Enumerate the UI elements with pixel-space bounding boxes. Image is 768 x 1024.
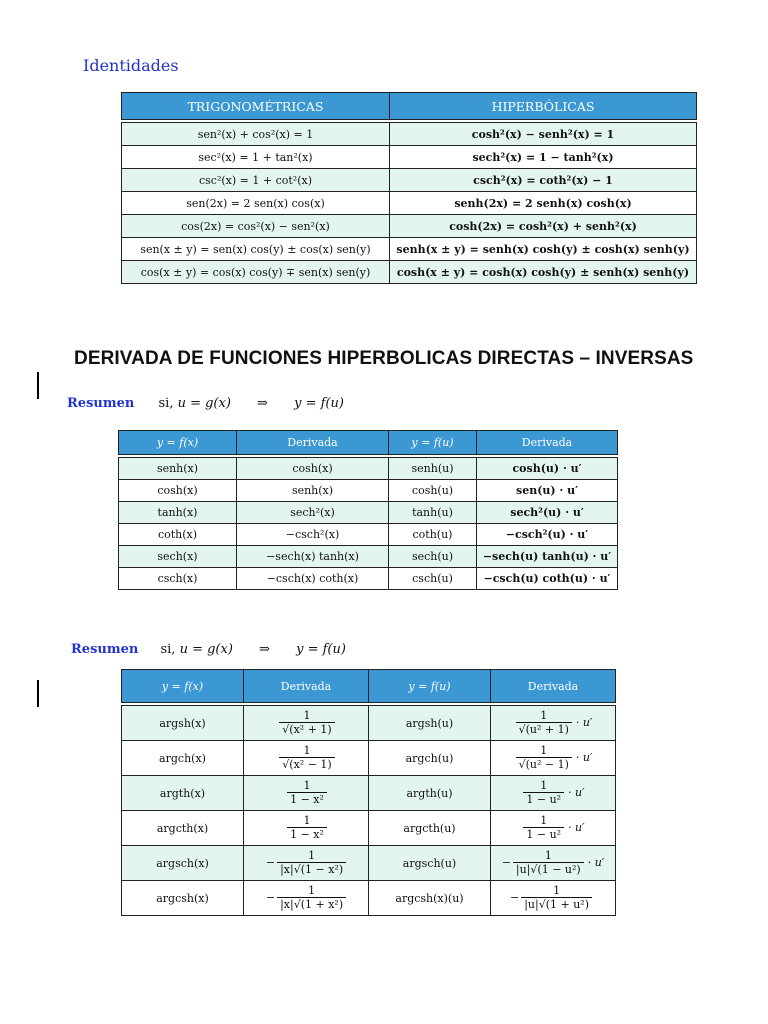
fraction-numerator: 1 (303, 779, 311, 792)
chain-factor: · u′ (568, 786, 585, 799)
direct-derivatives-table (118, 430, 618, 590)
derivative-x-cell: cosh(x) (237, 458, 389, 480)
hyperbolic-identity-cell: senh(x ± y) = senh(x) cosh(y) ± cosh(x) senh(y) (390, 238, 697, 261)
derivative-u-cell: −csch²(u) · u′ (477, 524, 618, 546)
fraction-denominator: |u|√(1 − u²) (513, 862, 584, 877)
text-cursor (37, 680, 39, 707)
fraction-denominator: √(x² + 1) (279, 722, 334, 737)
inverse-derivative-row (122, 706, 616, 741)
chain-factor: · u′ (575, 751, 593, 764)
function-x-cell: argsh(x) (122, 706, 244, 741)
fraction-denominator: 1 − x² (287, 792, 327, 807)
trig-identity-cell: sen²(x) + cos²(x) = 1 (122, 123, 390, 146)
derivative-x-cell (244, 881, 369, 916)
derivative-u-cell (491, 846, 616, 881)
trig-identity-cell: csc²(x) = 1 + cot²(x) (122, 169, 390, 192)
y-definition: y = f(u) (296, 642, 346, 657)
header-derivative-u: Derivada (477, 431, 618, 455)
fraction-numerator: 1 (303, 744, 311, 757)
inverse-derivative-row (122, 846, 616, 881)
derivative-x-cell: −sech(x) tanh(x) (237, 546, 389, 568)
minus-sign: − (265, 891, 276, 904)
function-x-cell: argth(x) (122, 776, 244, 811)
trig-identity-cell: cos(2x) = cos²(x) − sen²(x) (122, 215, 390, 238)
trig-identity-cell: sec²(x) = 1 + tan²(x) (122, 146, 390, 169)
derivative-u-cell: −csch(u) coth(u) · u′ (477, 568, 618, 590)
derivative-x-cell (244, 741, 369, 776)
fraction-denominator: 1 − x² (287, 827, 327, 842)
inverse-derivative-row (122, 811, 616, 846)
minus-sign: − (265, 856, 276, 869)
chain-factor: · u′ (568, 821, 585, 834)
function-u-cell: argsch(u) (369, 846, 491, 881)
fraction-denominator: √(u² − 1) (516, 757, 572, 772)
inverse-derivative-row (122, 741, 616, 776)
fraction-numerator: 1 (540, 814, 548, 827)
fraction-denominator: |u|√(1 + u²) (521, 897, 592, 912)
fraction (516, 744, 572, 772)
function-x-cell: tanh(x) (119, 502, 237, 524)
header-derivative: Derivada (237, 431, 389, 455)
fraction (521, 884, 592, 912)
function-u-cell: cosh(u) (389, 480, 477, 502)
fraction-numerator: 1 (540, 779, 548, 792)
function-u-cell: argch(u) (369, 741, 491, 776)
derivative-row (119, 546, 618, 568)
resumen-label: Resumen (71, 642, 139, 657)
fraction-denominator: √(x² − 1) (279, 757, 334, 772)
u-definition: u = g(x) (179, 642, 233, 657)
implies-arrow: ⇒ (259, 642, 270, 657)
derivative-u-cell (491, 881, 616, 916)
fraction (513, 849, 584, 877)
derivative-u-cell: cosh(u) · u′ (477, 458, 618, 480)
derivative-x-cell (244, 846, 369, 881)
derivative-x-cell: senh(x) (237, 480, 389, 502)
function-x-cell: argcsh(x) (122, 881, 244, 916)
inverse-derivatives-table (121, 669, 616, 916)
minus-sign: − (509, 891, 520, 904)
function-u-cell: argcth(u) (369, 811, 491, 846)
fraction-numerator: 1 (540, 709, 548, 722)
chain-factor: · u′ (587, 856, 605, 869)
hyperbolic-identity-cell: sech²(x) = 1 − tanh²(x) (390, 146, 697, 169)
function-x-cell: cosh(x) (119, 480, 237, 502)
fraction-numerator: 1 (308, 849, 316, 862)
trig-identity-cell: sen(2x) = 2 sen(x) cos(x) (122, 192, 390, 215)
resumen-label: Resumen (67, 396, 135, 411)
trig-identity-cell: sen(x ± y) = sen(x) cos(y) ± cos(x) sen(y) (122, 238, 390, 261)
header-fu: y = f(u) (389, 431, 477, 455)
derivative-row (119, 524, 618, 546)
derivative-u-cell (491, 706, 616, 741)
identities-header-row (122, 93, 697, 120)
header-fx: y = f(x) (119, 431, 237, 455)
fraction-numerator: 1 (544, 849, 552, 862)
hyperbolic-identity-cell: csch²(x) = coth²(x) − 1 (390, 169, 697, 192)
hyperbolic-identity-cell: senh(2x) = 2 senh(x) cosh(x) (390, 192, 697, 215)
fraction-numerator: 1 (553, 884, 561, 897)
hyperbolic-identity-cell: cosh(x ± y) = cosh(x) cosh(y) ± senh(x) senh(y) (390, 261, 697, 284)
direct-header-row (119, 431, 618, 455)
y-definition: y = f(u) (294, 396, 344, 411)
chain-factor: · u′ (575, 716, 593, 729)
fraction-numerator: 1 (540, 744, 548, 757)
identity-row (122, 261, 697, 284)
derivative-x-cell: −csch²(x) (237, 524, 389, 546)
derivative-row (119, 458, 618, 480)
derivative-u-cell: sech²(u) · u′ (477, 502, 618, 524)
fraction (287, 814, 327, 842)
fraction-denominator: 1 − u² (523, 792, 564, 807)
function-u-cell: senh(u) (389, 458, 477, 480)
fraction-numerator: 1 (303, 814, 311, 827)
function-u-cell: argcsh(x)(u) (369, 881, 491, 916)
fraction-denominator: |x|√(1 + x²) (277, 897, 346, 912)
identity-row (122, 192, 697, 215)
hyperbolic-identity-cell: cosh²(x) − senh²(x) = 1 (390, 123, 697, 146)
hyperbolic-identity-cell: cosh(2x) = cosh²(x) + senh²(x) (390, 215, 697, 238)
identity-row (122, 146, 697, 169)
identities-table (121, 92, 697, 284)
function-x-cell: argch(x) (122, 741, 244, 776)
function-x-cell: argcth(x) (122, 811, 244, 846)
derivative-u-cell: sen(u) · u′ (477, 480, 618, 502)
identity-row (122, 123, 697, 146)
derivative-u-cell (491, 741, 616, 776)
identity-row (122, 215, 697, 238)
derivative-u-cell (491, 776, 616, 811)
function-x-cell: sech(x) (119, 546, 237, 568)
implies-arrow: ⇒ (257, 396, 268, 411)
header-fu: y = f(u) (369, 670, 491, 703)
section-heading: DERIVADA DE FUNCIONES HIPERBOLICAS DIRECTAS – INVERSAS (74, 348, 694, 369)
fraction-numerator: 1 (303, 709, 311, 722)
function-u-cell: coth(u) (389, 524, 477, 546)
fraction-denominator: √(u² + 1) (516, 722, 572, 737)
fraction (516, 709, 572, 737)
function-x-cell: argsch(x) (122, 846, 244, 881)
derivative-x-cell (244, 706, 369, 741)
fraction (279, 709, 334, 737)
derivative-x-cell (244, 776, 369, 811)
trig-identity-cell: cos(x ± y) = cos(x) cos(y) ∓ sen(x) sen(y) (122, 261, 390, 284)
header-fx: y = f(x) (122, 670, 244, 703)
function-x-cell: csch(x) (119, 568, 237, 590)
derivative-u-cell (491, 811, 616, 846)
fraction (277, 849, 346, 877)
header-derivative: Derivada (244, 670, 369, 703)
identity-row (122, 238, 697, 261)
fraction (277, 884, 346, 912)
resumen-line-1 (67, 396, 344, 411)
derivative-row (119, 480, 618, 502)
derivative-u-cell: −sech(u) tanh(u) · u′ (477, 546, 618, 568)
resumen-line-2 (71, 642, 346, 657)
function-u-cell: sech(u) (389, 546, 477, 568)
header-trigonometric: TRIGONOMÉTRICAS (122, 93, 390, 120)
function-u-cell: argsh(u) (369, 706, 491, 741)
derivative-x-cell: sech²(x) (237, 502, 389, 524)
identities-title: Identidades (83, 56, 179, 75)
minus-sign: − (501, 856, 511, 869)
function-x-cell: senh(x) (119, 458, 237, 480)
function-x-cell: coth(x) (119, 524, 237, 546)
fraction-denominator: |x|√(1 − x²) (277, 862, 346, 877)
identity-row (122, 169, 697, 192)
inverse-derivative-row (122, 776, 616, 811)
derivative-row (119, 502, 618, 524)
function-u-cell: tanh(u) (389, 502, 477, 524)
derivative-row (119, 568, 618, 590)
fraction (523, 779, 564, 807)
inverse-header-row (122, 670, 616, 703)
fraction-denominator: 1 − u² (523, 827, 564, 842)
header-hyperbolic: HIPERBÓLICAS (390, 93, 697, 120)
inverse-derivative-row (122, 881, 616, 916)
function-u-cell: argth(u) (369, 776, 491, 811)
u-definition: u = g(x) (177, 396, 231, 411)
derivative-x-cell: −csch(x) coth(x) (237, 568, 389, 590)
fraction-numerator: 1 (308, 884, 316, 897)
fraction (279, 744, 334, 772)
text-cursor (37, 372, 39, 399)
si-text: si, (160, 642, 176, 657)
header-derivative-u: Derivada (491, 670, 616, 703)
function-u-cell: csch(u) (389, 568, 477, 590)
si-text: si, (158, 396, 174, 411)
fraction (523, 814, 564, 842)
fraction (287, 779, 327, 807)
derivative-x-cell (244, 811, 369, 846)
